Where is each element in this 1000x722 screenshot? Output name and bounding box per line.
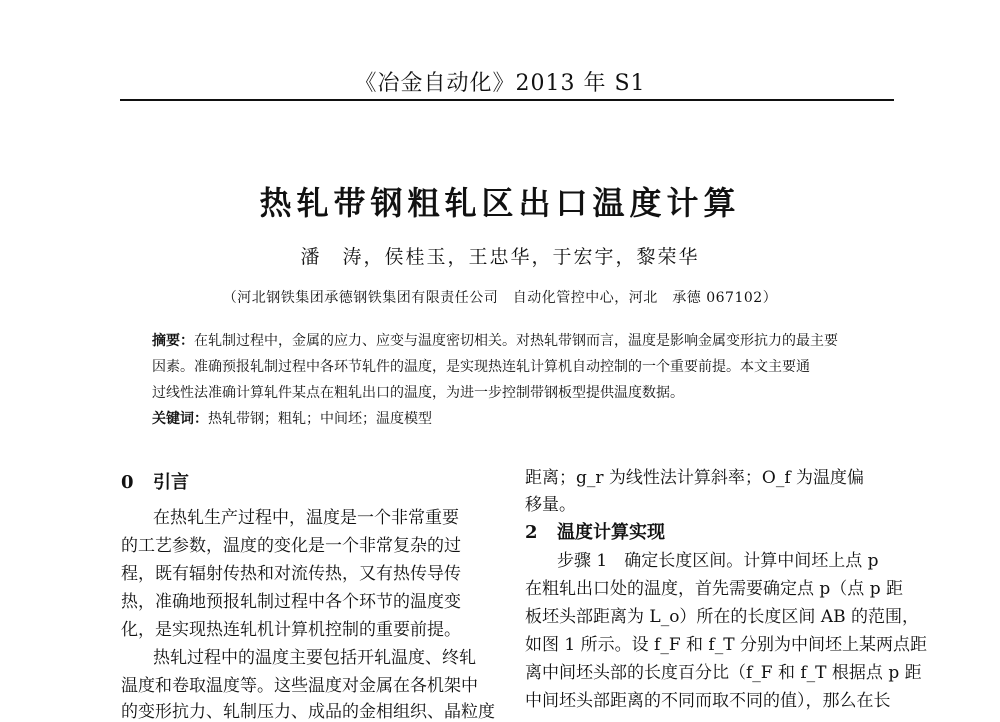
body-line: 的变形抗力、轧制压力、成品的金相组织、晶粒度 [121, 702, 495, 722]
keywords: 热轧带钢；粗轧；中间坯；温度模型 [208, 411, 432, 427]
journal-header: 《冶金自动化》2013 年 S1 [354, 71, 646, 96]
body-line: 化，是实现热连轧机计算机控制的重要前提。 [121, 620, 461, 640]
body-line: 中间坯头部距离的不同而取不同的值），那么在长 [525, 691, 891, 711]
body-line: 距离；g_r 为线性法计算斜率；O_f 为温度偏 [525, 468, 865, 488]
keywords-label: 关键词： [152, 411, 208, 427]
abstract-line: 摘要：在轧制过程中，金属的应力、应变与温度密切相关。对热轧带钢而言，温度是影响金属变形抗力的最主要 [152, 333, 838, 349]
body-line: 在热轧生产过程中，温度是一个非常重要 [153, 508, 459, 528]
body-line: 的工艺参数，温度的变化是一个非常复杂的过 [121, 536, 461, 556]
section-heading-intro: 0 引言 [121, 472, 189, 493]
body-line: 程，既有辐射传热和对流传热，又有热传导传 [121, 564, 461, 584]
body-line: 板坯头部距离为 L_o）所在的长度区间 AB 的范围， [525, 607, 920, 627]
abstract-line: 因素。准确预报轧制过程中各环节轧件的温度，是实现热连轧计算机自动控制的一个重要前提。本文主要通 [152, 359, 810, 375]
body-line: 如图 1 所示。设 f_F 和 f_T 分别为中间坯上某两点距 [525, 635, 927, 655]
section-heading-temperature: 2 温度计算实现 [525, 522, 665, 543]
body-line: 离中间坯头部的长度百分比（f_F 和 f_T 根据点 p 距 [525, 663, 922, 683]
abstract-label: 摘要： [152, 333, 194, 349]
body-line: 热，准确地预报轧制过程中各个环节的温度变 [121, 592, 461, 612]
authors: 潘 涛，侯桂玉，王忠华，于宏宇，黎荣华 [300, 246, 700, 268]
header-rule [120, 99, 894, 101]
affiliation: （河北钢铁集团承德钢铁集团有限责任公司 自动化管控中心，河北 承德 067102） [222, 290, 778, 306]
abstract-line: 过线性法准确计算轧件某点在粗轧出口的温度，为进一步控制带钢板型提供温度数据。 [152, 385, 684, 401]
paper-title: 热轧带钢粗轧区出口温度计算 [259, 184, 741, 222]
keywords-line [152, 408, 432, 428]
body-line: 温度和卷取温度等。这些温度对金属在各机架中 [121, 676, 478, 696]
body-line: 在粗轧出口处的温度，首先需要确定点 p（点 p 距 [525, 579, 903, 599]
body-line: 热轧过程中的温度主要包括开轧温度、终轧 [153, 648, 476, 668]
body-line: 移量。 [525, 495, 576, 515]
body-line: 步骤 1 确定长度区间。计算中间坯上点 p [557, 551, 879, 571]
